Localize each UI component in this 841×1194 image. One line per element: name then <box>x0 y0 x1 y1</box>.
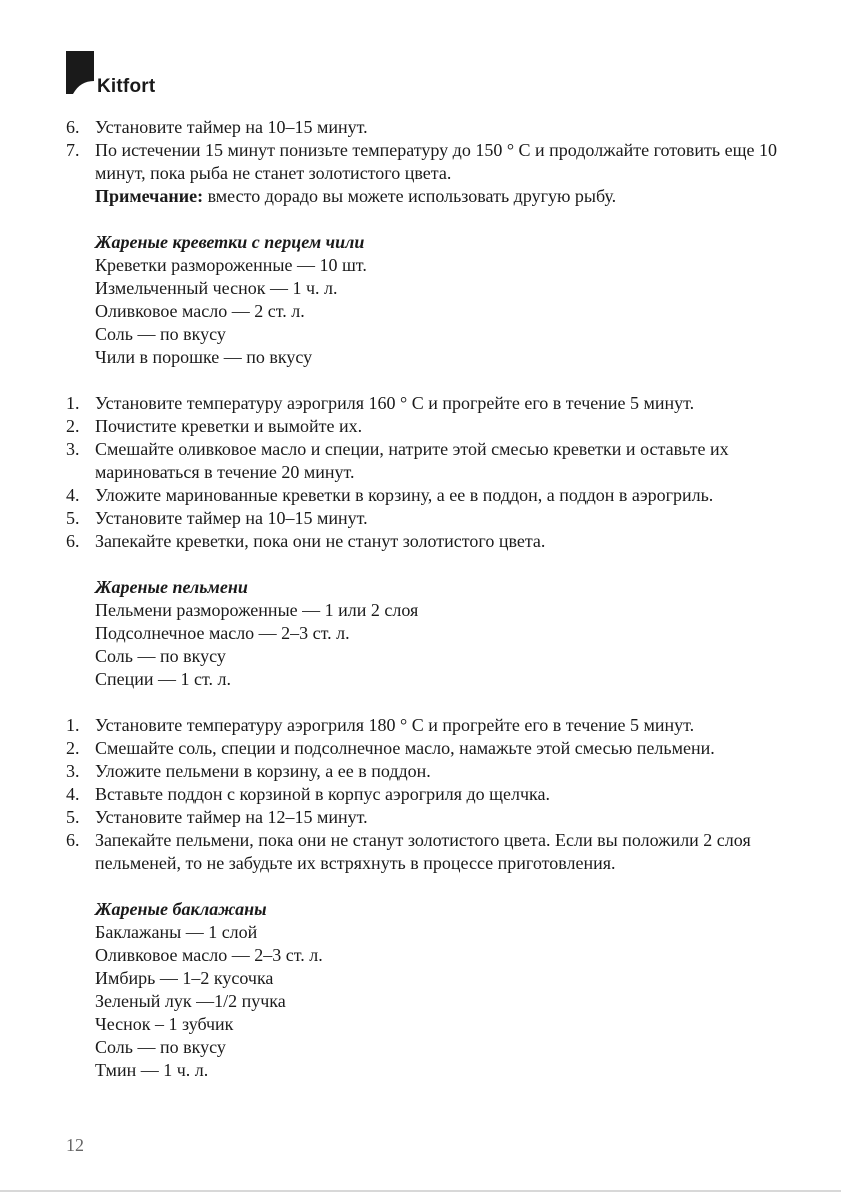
recipe-step <box>66 484 790 507</box>
ingredient: Имбирь — 1–2 кусочка <box>95 968 274 988</box>
recipe-steps <box>66 714 790 875</box>
recipe-step <box>66 829 790 875</box>
recipe-title: Жареные пельмени <box>95 577 248 597</box>
note <box>66 185 790 208</box>
recipe-step <box>66 806 790 829</box>
ingredient: Тмин — 1 ч. л. <box>95 1060 209 1080</box>
recipe-dumplings <box>66 576 790 691</box>
bottom-divider <box>0 1190 841 1192</box>
step-text: Установите таймер на 10–15 минут. <box>95 508 368 528</box>
step-number: 5. <box>66 508 80 528</box>
step-number: 1. <box>66 393 80 413</box>
step-number: 3. <box>66 761 80 781</box>
page-content <box>66 116 790 1082</box>
step-text: Установите температуру аэрогриля 160 ° С и прогрейте его в течение 5 минут. <box>95 393 695 413</box>
ingredient: Креветки размороженные — 10 шт. <box>95 255 367 275</box>
step-text: Запекайте креветки, пока они не станут золотистого цвета. <box>95 531 546 551</box>
step-number: 2. <box>66 416 80 436</box>
ingredient: Баклажаны — 1 слой <box>95 922 258 942</box>
recipe-step <box>66 714 790 737</box>
step-text: Установите таймер на 12–15 минут. <box>95 807 368 827</box>
step-number: 5. <box>66 807 80 827</box>
ingredient: Пельмени размороженные — 1 или 2 слоя <box>95 600 419 620</box>
intro-step <box>66 139 790 185</box>
step-number: 6. <box>66 531 80 551</box>
recipe-shrimp <box>66 231 790 369</box>
ingredient: Подсолнечное масло — 2–3 ст. л. <box>95 623 350 643</box>
note-label: Примечание: <box>95 186 204 206</box>
recipe-step <box>66 392 790 415</box>
step-number: 2. <box>66 738 80 758</box>
kitfort-logo-icon <box>66 51 96 94</box>
step-text: Уложите маринованные креветки в корзину, а ее в поддон, а поддон в аэрогриль. <box>95 485 714 505</box>
step-number: 4. <box>66 784 80 804</box>
ingredient: Оливковое масло — 2 ст. л. <box>95 301 305 321</box>
step-text: Смешайте оливковое масло и специи, натрите этой смесью креветки и оставьте их мариноваться в течение 20 минут. <box>95 439 729 482</box>
recipe-title: Жареные креветки с перцем чили <box>95 232 365 252</box>
step-number: 4. <box>66 485 80 505</box>
ingredient: Оливковое масло — 2–3 ст. л. <box>95 945 323 965</box>
recipe-step <box>66 438 790 484</box>
recipe-step <box>66 415 790 438</box>
recipe-title: Жареные баклажаны <box>95 899 267 919</box>
step-number: 1. <box>66 715 80 735</box>
step-text: Уложите пельмени в корзину, а ее в поддон. <box>95 761 431 781</box>
recipe-steps <box>66 392 790 553</box>
recipe-step <box>66 507 790 530</box>
brand-logo <box>66 51 176 101</box>
step-text: Смешайте соль, специи и подсолнечное масло, намажьте этой смесью пельмени. <box>95 738 715 758</box>
step-text: Почистите креветки и вымойте их. <box>95 416 363 436</box>
note-text: вместо дорадо вы можете использовать другую рыбу. <box>203 186 617 206</box>
step-text: Вставьте поддон с корзиной в корпус аэрогриля до щелчка. <box>95 784 551 804</box>
ingredient: Соль — по вкусу <box>95 646 226 666</box>
ingredient: Чили в порошке — по вкусу <box>95 347 313 367</box>
step-text: Установите температуру аэрогриля 180 ° С и прогрейте его в течение 5 минут. <box>95 715 695 735</box>
recipe-eggplant <box>66 898 790 1082</box>
step-number: 6. <box>66 830 80 850</box>
ingredient: Соль — по вкусу <box>95 1037 226 1057</box>
step-number: 3. <box>66 439 80 459</box>
recipe-step <box>66 530 790 553</box>
ingredient: Зеленый лук —1/2 пучка <box>95 991 286 1011</box>
ingredient: Соль — по вкусу <box>95 324 226 344</box>
recipe-step <box>66 783 790 806</box>
ingredient: Измельченный чеснок — 1 ч. л. <box>95 278 338 298</box>
step-text: По истечении 15 минут понизьте температуру до 150 ° С и продолжайте готовить еще 10 минут, пока рыба не станет золотистого цвета. <box>95 140 777 183</box>
step-number: 7. <box>66 140 80 160</box>
page-number: 12 <box>66 1135 84 1155</box>
step-text: Установите таймер на 10–15 минут. <box>95 117 368 137</box>
recipe-step <box>66 760 790 783</box>
step-number: 6. <box>66 117 80 137</box>
recipe-step <box>66 737 790 760</box>
intro-step <box>66 116 790 139</box>
ingredient: Чеснок – 1 зубчик <box>95 1014 234 1034</box>
ingredient: Специи — 1 ст. л. <box>95 669 232 689</box>
step-text: Запекайте пельмени, пока они не станут золотистого цвета. Если вы положили 2 слоя пельменей, то не забудьте их встряхнуть в процессе приготовления. <box>95 830 751 873</box>
brand-name: Kitfort <box>97 76 156 97</box>
